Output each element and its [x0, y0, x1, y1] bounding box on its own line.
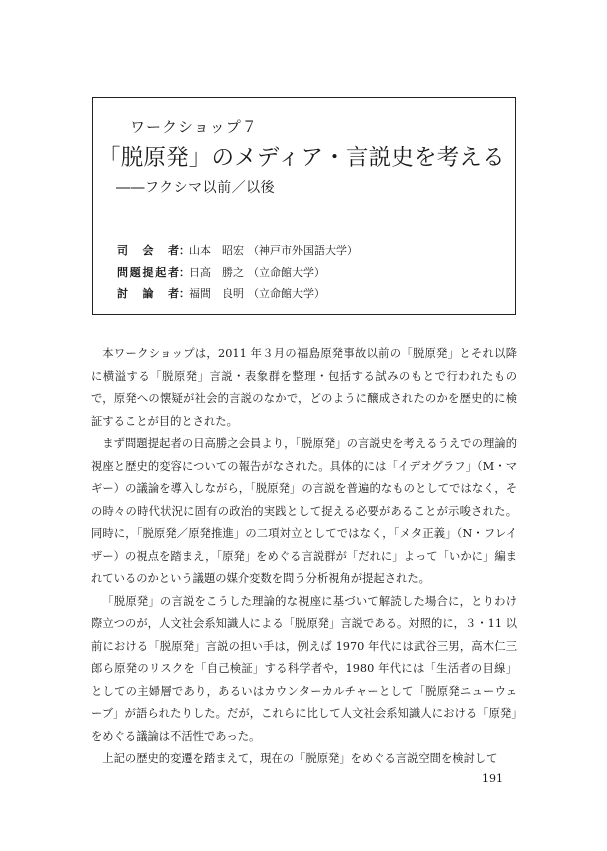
body-paragraph: 上記の歴史的変遷を踏まえて，現在の「脱原発」をめぐる言説空間を検討して [102, 752, 498, 765]
participant-row-presenter [117, 262, 358, 284]
colon-separator: ： [179, 244, 190, 257]
body-paragraph: 本ワークショップは，2011 年３月の福島原発事故以前の「脱原発」とそれ以降に横溢する「脱原発」言説・表象群を整理・包括する試みのもとで行われたもので，原発への懐疑が社会的言説のなかで，どのように醸成されたのかを歴史的に検証することが目的とされた。 [91, 347, 517, 428]
page-title: 「脱原発」のメディア・言説史を考える [98, 145, 505, 171]
participant-row-discussant [117, 283, 358, 305]
participant-name: 福間 良明 [189, 287, 244, 300]
participant-role: 司 会 者 [117, 244, 179, 257]
participant-role: 問題提起者 [117, 265, 179, 279]
participant-affiliation: （立命館大学） [248, 265, 325, 279]
body-paragraph: まず問題提起者の日高勝之会員より，「脱原発」の言説史を考えるうえでの理論的視座と歴史的変容についての報告がなされた。具体的には「イデオグラフ」（M・マギー）の議論を導入しながら，「脱原発」の言説を普遍的なものとしてではなく，その時々の時代状況に固有の政治的実践として捉える必要があることが示唆された。同時に，「脱原発／原発推進」の二項対立としてではなく，「メタ正義」（N・フレイザー）の視点を踏まえ，「原発」をめぐる言説群が「だれに」よって「いかに」編まれているのかという議題の媒介変数を問う分析視角が提起された。 [91, 437, 517, 585]
page-subtitle: ――フクシマ以前／以後 [116, 180, 276, 196]
participant-name: 山本 昭宏 [189, 244, 244, 257]
participants-list [117, 240, 358, 305]
participant-row-moderator [117, 240, 358, 262]
participant-affiliation: （神戸市外国語大学） [248, 244, 358, 257]
workshop-label: ワークショップ７ [130, 118, 258, 136]
colon-separator: ： [179, 265, 190, 279]
participant-role: 討 論 者 [117, 287, 179, 300]
participant-name: 日高 勝之 [189, 265, 244, 279]
body-text [91, 343, 517, 771]
colon-separator: ： [179, 287, 190, 300]
page-number: 191 [482, 772, 503, 785]
body-paragraph: 「脱原発」の言説をこうした理論的な視座に基づいて解読した場合に，とりわけ際立つのが，人文社会系知識人による「脱原発」言説である。対照的に，３・11 以前における「脱原発」言説の担い手は，例えば 1970 年代には武谷三男，高木仁三郎ら原発のリスクを「自己検証」する科学者や，1980 年代には「生活者の目線」としての主婦層であり，あるいはカウンターカルチャーとして「脱原発ニューウェーブ」が語られたりした。だが，これらに比して人文社会系知識人における「原発」をめぐる議論は不活性であった。 [91, 594, 517, 743]
participant-affiliation: （立命館大学） [248, 287, 325, 300]
